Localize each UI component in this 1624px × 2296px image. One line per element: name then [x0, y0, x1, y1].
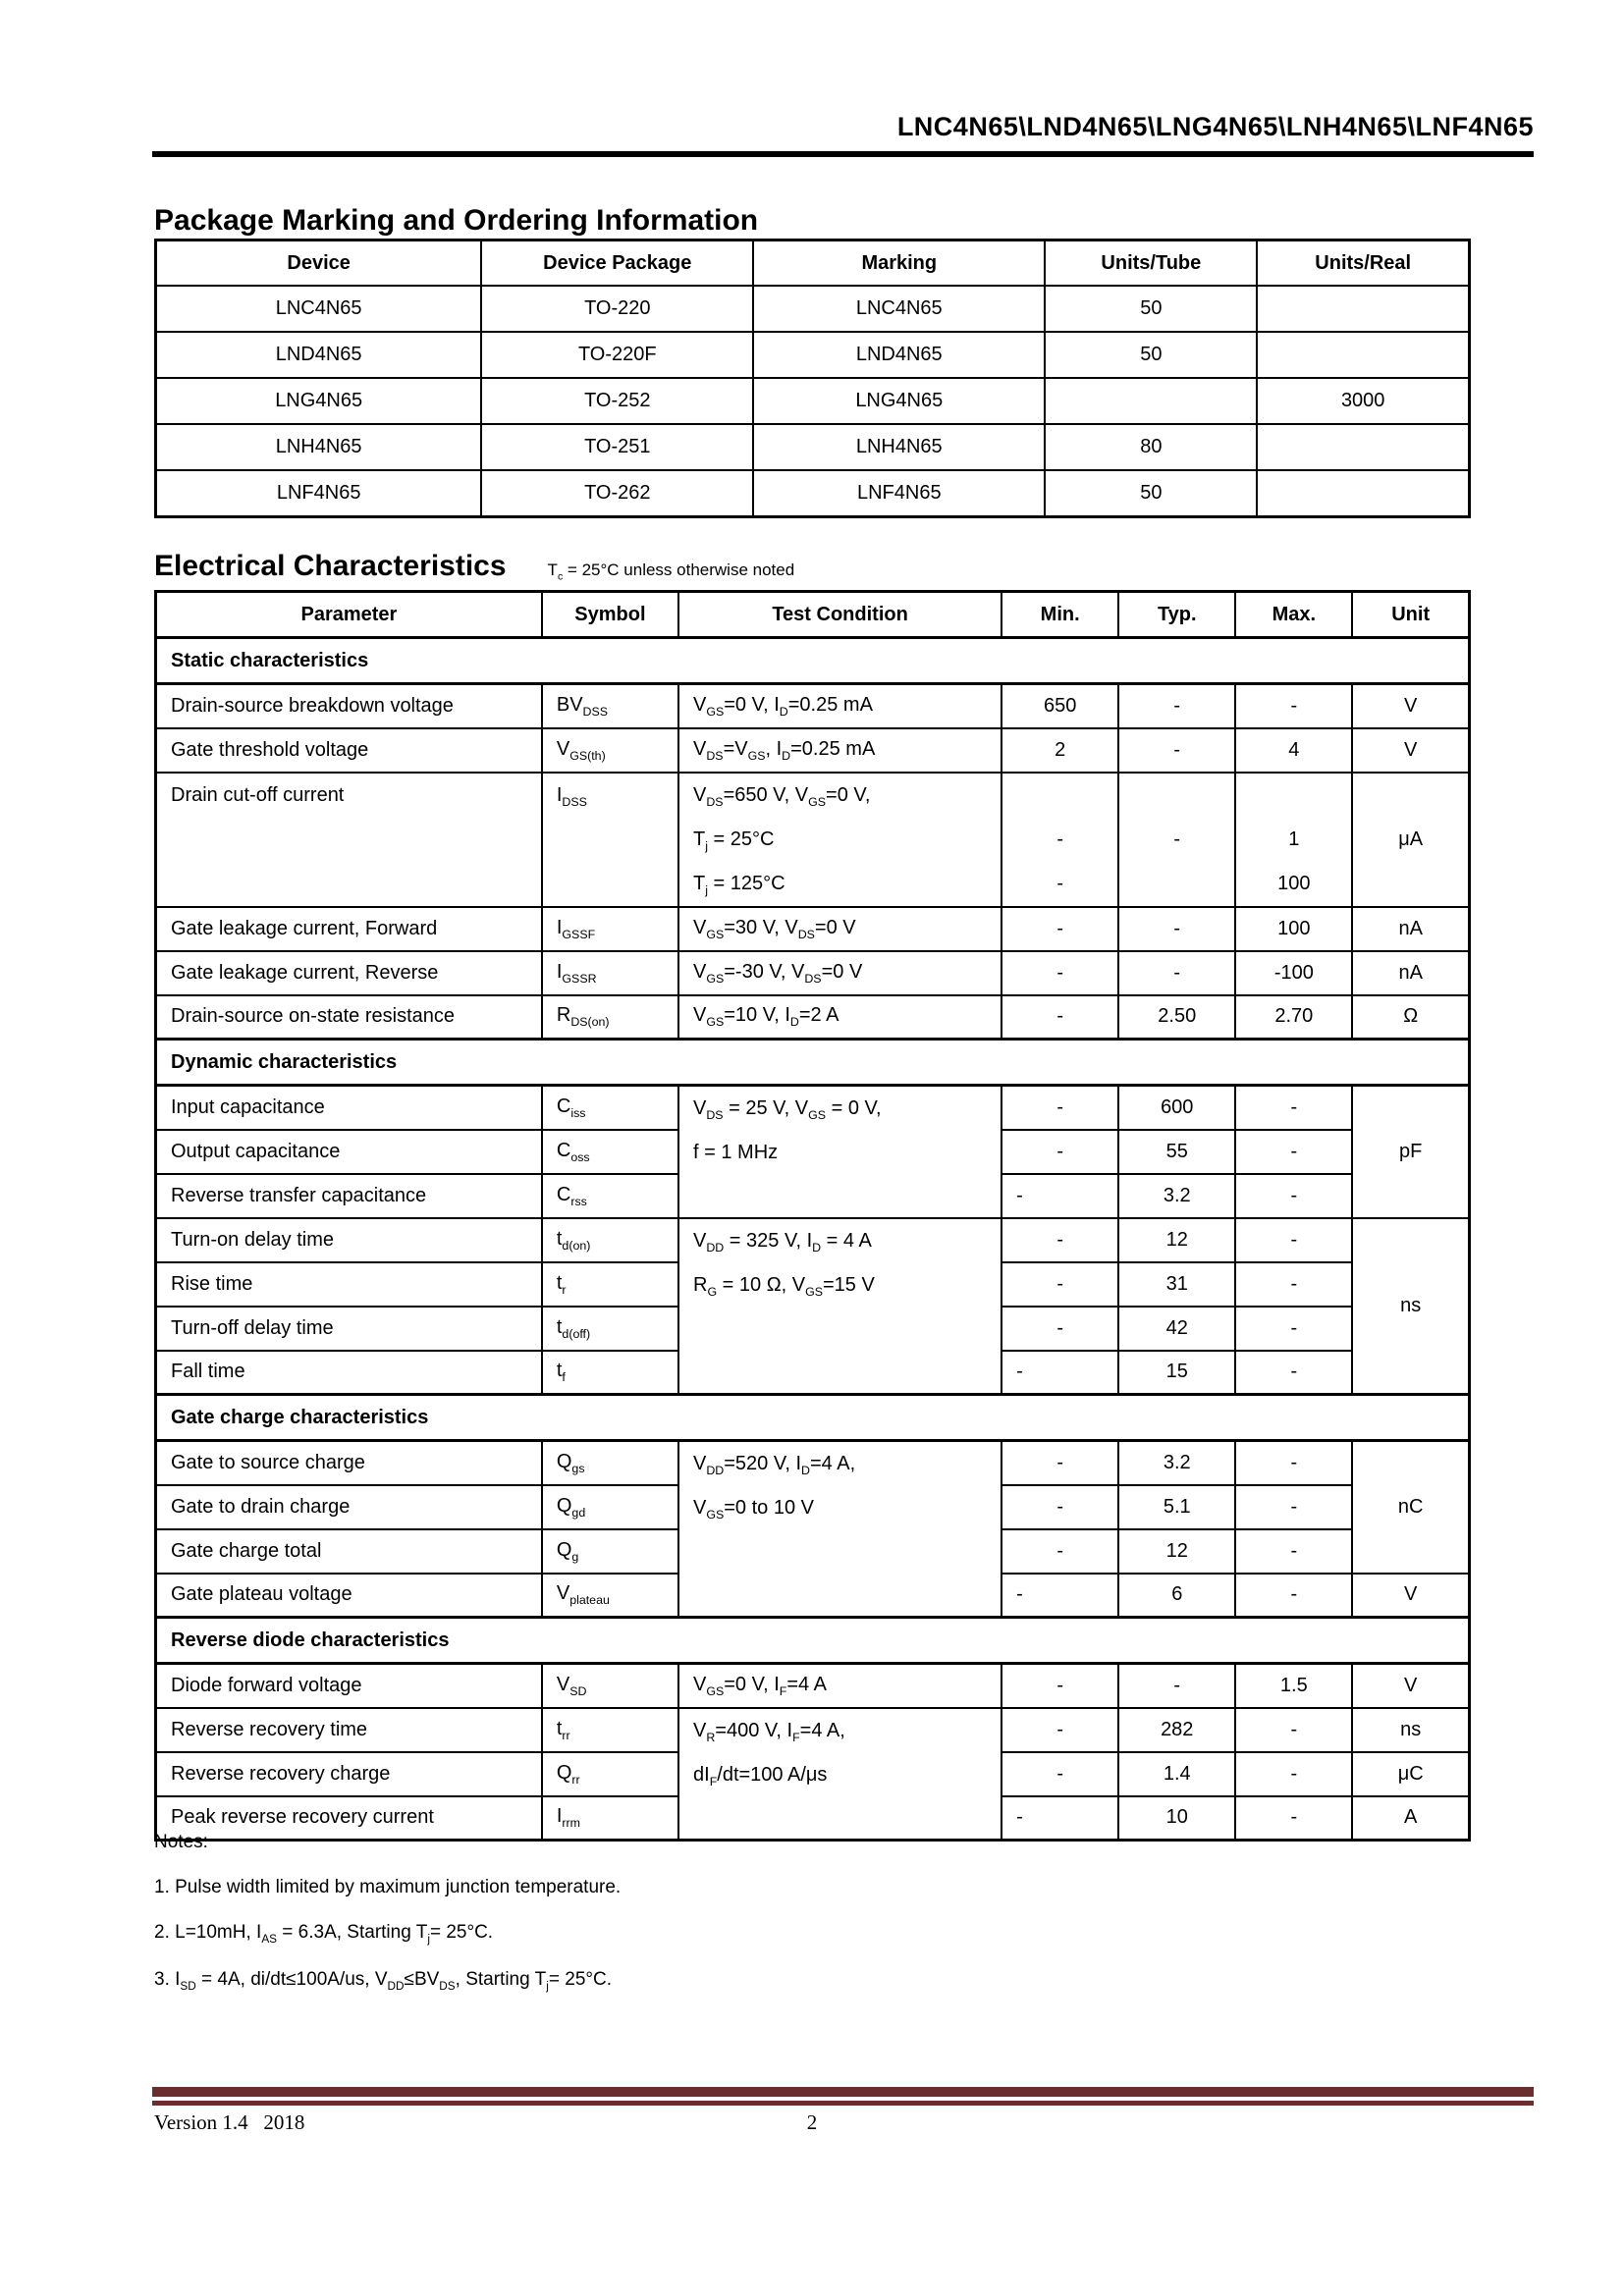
table-cell: nC	[1352, 1441, 1469, 1574]
section-header-row	[156, 638, 1470, 684]
table-row	[156, 995, 1470, 1040]
table-cell: -	[1235, 1529, 1352, 1574]
note-item-3: 3. $I_{SD} = 4A$, di/dt≤100A/us, $V_{DD}\le BV_{DS}$, Starting $T_j= 25^\circ C$.	[154, 1968, 612, 1993]
table-cell: Drain cut-off current	[156, 773, 542, 907]
table-row	[156, 773, 1470, 907]
table-cell: Gate to source charge	[156, 1441, 542, 1485]
header-rule	[152, 151, 1534, 157]
column-header: Marking	[753, 240, 1045, 287]
table-cell: 3.2	[1118, 1174, 1235, 1218]
table-cell: -100	[1235, 951, 1352, 995]
table-cell: $Q_{rr}$	[542, 1752, 678, 1796]
table-cell: Ω	[1352, 995, 1469, 1040]
table-cell	[1045, 378, 1257, 424]
table-cell: -	[1118, 951, 1235, 995]
table-cell: -	[1001, 1708, 1118, 1752]
section-header-row	[156, 1395, 1470, 1441]
table-cell: 1.4	[1118, 1752, 1235, 1796]
table-cell: $I_{DSS}$	[542, 773, 678, 907]
table-cell: 31	[1118, 1262, 1235, 1307]
table-cell: Reverse recovery charge	[156, 1752, 542, 1796]
table-cell: Output capacitance	[156, 1130, 542, 1174]
table-cell: ns	[1352, 1218, 1469, 1395]
table-cell: Gate charge total	[156, 1529, 542, 1574]
table-cell: TO-251	[481, 424, 753, 470]
column-header: Typ.	[1118, 592, 1235, 638]
table-cell: $I_{GSSR}$	[542, 951, 678, 995]
table-cell: pF	[1352, 1086, 1469, 1218]
table-cell: 1 100	[1235, 773, 1352, 907]
table-cell: $t_{d(off)}$	[542, 1307, 678, 1351]
table-cell: -	[1235, 1086, 1352, 1130]
table-cell: -	[1001, 1664, 1118, 1708]
table-cell: A	[1352, 1796, 1469, 1841]
table-cell: Drain-source on-state resistance	[156, 995, 542, 1040]
table-cell	[1257, 470, 1469, 517]
footer-rule-bottom	[152, 2101, 1534, 2106]
table-cell: LNC4N65	[156, 286, 482, 332]
table-cell: Gate to drain charge	[156, 1485, 542, 1529]
table-row	[156, 951, 1470, 995]
table-cell: LNC4N65	[753, 286, 1045, 332]
column-header: Unit	[1352, 592, 1469, 638]
table-cell: -	[1235, 1218, 1352, 1262]
table-cell: 2	[1001, 728, 1118, 773]
note-item-2: 2. L=10mH, $I_{AS} = 6.3A$, Starting $T_j= 25^\circ C$.	[154, 1922, 494, 1946]
table-cell: LNF4N65	[156, 470, 482, 517]
electrical-table-body	[156, 592, 1470, 1841]
table-cell: LNH4N65	[156, 424, 482, 470]
table-cell: 2.70	[1235, 995, 1352, 1040]
package-table-body	[156, 240, 1470, 517]
table-cell: Diode forward voltage	[156, 1664, 542, 1708]
table-cell: 50	[1045, 470, 1257, 517]
table-cell: TO-262	[481, 470, 753, 517]
table-cell: Gate leakage current, Reverse	[156, 951, 542, 995]
table-cell: nA	[1352, 951, 1469, 995]
table-cell: $V_{DS} = 25$ V, $V_{GS} = 0$ V, f = 1 MHz	[678, 1086, 1001, 1218]
table-cell: 15	[1118, 1351, 1235, 1395]
table-cell: TO-220F	[481, 332, 753, 378]
table-cell: 6	[1118, 1574, 1235, 1618]
table-cell: LNG4N65	[753, 378, 1045, 424]
table-cell: Drain-source breakdown voltage	[156, 684, 542, 728]
section-header-row	[156, 1618, 1470, 1664]
table-row	[156, 332, 1470, 378]
table-row	[156, 728, 1470, 773]
table-cell: Gate plateau voltage	[156, 1574, 542, 1618]
table-row	[156, 1664, 1470, 1708]
table-cell: -	[1235, 1130, 1352, 1174]
table-cell: $V_{SD}$	[542, 1664, 678, 1708]
table-row	[156, 286, 1470, 332]
table-cell: -	[1001, 1752, 1118, 1796]
column-header: Device	[156, 240, 482, 287]
table-row	[156, 1708, 1470, 1752]
table-cell: 4	[1235, 728, 1352, 773]
table-cell: 1.5	[1235, 1664, 1352, 1708]
column-header: Max.	[1235, 592, 1352, 638]
table-cell: LND4N65	[156, 332, 482, 378]
table-cell: -	[1001, 1441, 1118, 1485]
table-cell: $t_r$	[542, 1262, 678, 1307]
table-cell: 282	[1118, 1708, 1235, 1752]
table-cell: $C_{iss}$	[542, 1086, 678, 1130]
column-header: Device Package	[481, 240, 753, 287]
table-cell: -	[1235, 684, 1352, 728]
table-cell: -	[1001, 1574, 1118, 1618]
table-cell	[1257, 424, 1469, 470]
table-cell: -	[1001, 995, 1118, 1040]
column-header: Parameter	[156, 592, 542, 638]
table-cell: Reverse recovery time	[156, 1708, 542, 1752]
table-cell: $Q_g$	[542, 1529, 678, 1574]
table-cell: $I_{GSSF}$	[542, 907, 678, 951]
table-cell: -	[1001, 1086, 1118, 1130]
section-header-row	[156, 1040, 1470, 1086]
table-cell: -	[1235, 1574, 1352, 1618]
table-cell	[1257, 286, 1469, 332]
table-cell: -	[1001, 1351, 1118, 1395]
table-cell: Gate leakage current, Forward	[156, 907, 542, 951]
table-cell: -	[1001, 1307, 1118, 1351]
column-header: Min.	[1001, 592, 1118, 638]
table-cell: -	[1001, 1130, 1118, 1174]
table-cell: Fall time	[156, 1351, 542, 1395]
table-cell: -	[1235, 1485, 1352, 1529]
table-cell: Turn-on delay time	[156, 1218, 542, 1262]
table-cell: -	[1001, 907, 1118, 951]
table-cell: $V_{GS}=30$ V, $V_{DS}=0$ V	[678, 907, 1001, 951]
table-cell: Turn-off delay time	[156, 1307, 542, 1351]
table-cell: 55	[1118, 1130, 1235, 1174]
table-cell: 600	[1118, 1086, 1235, 1130]
section-header-cell: Static characteristics	[156, 638, 1470, 684]
table-row	[156, 1218, 1470, 1262]
table-cell: $V_{GS}=-30$ V, $V_{DS}=0$ V	[678, 951, 1001, 995]
table-cell	[1257, 332, 1469, 378]
section-header-cell: Gate charge characteristics	[156, 1395, 1470, 1441]
electrical-section-subtitle: $T_c = 25^\circ C$ unless otherwise noted	[547, 561, 795, 583]
table-cell: $V_{DD}=520$ V, $I_D=4$ A, $V_{GS}=0$ to 10 V	[678, 1441, 1001, 1618]
electrical-section-heading	[154, 550, 794, 583]
electrical-section-title: Electrical Characteristics	[154, 550, 507, 582]
table-cell: -	[1001, 1796, 1118, 1841]
table-cell: ns	[1352, 1708, 1469, 1752]
column-header: Units/Tube	[1045, 240, 1257, 287]
table-cell: $V_{DS}=V_{GS}$, $I_D=0.25$ mA	[678, 728, 1001, 773]
table-cell: $R_{DS(on)}$	[542, 995, 678, 1040]
table-cell: -	[1235, 1441, 1352, 1485]
table-cell: 50	[1045, 332, 1257, 378]
table-row	[156, 1441, 1470, 1485]
table-cell: $t_{rr}$	[542, 1708, 678, 1752]
notes-section	[154, 1832, 621, 2016]
table-cell: V	[1352, 1574, 1469, 1618]
table-row	[156, 907, 1470, 951]
table-cell: -	[1118, 684, 1235, 728]
table-cell: $V_{GS}=10$ V, $I_D=2$ A	[678, 995, 1001, 1040]
table-cell: $V_{DS}=650$ V, $V_{GS}=0$ V, $T_j = 25^\circ C$ $T_j = 125^\circ C$	[678, 773, 1001, 907]
table-cell: -	[1001, 1218, 1118, 1262]
table-cell: $V_{plateau}$	[542, 1574, 678, 1618]
table-cell: LNF4N65	[753, 470, 1045, 517]
table-cell: -	[1235, 1752, 1352, 1796]
table-cell: μA	[1352, 773, 1469, 907]
table-cell: $t_{d(on)}$	[542, 1218, 678, 1262]
table-cell: $C_{rss}$	[542, 1174, 678, 1218]
section-header-cell: Reverse diode characteristics	[156, 1618, 1470, 1664]
table-cell: Peak reverse recovery current	[156, 1796, 542, 1841]
table-cell: $t_f$	[542, 1351, 678, 1395]
table-cell: $C_{oss}$	[542, 1130, 678, 1174]
table-cell: $Q_{gs}$	[542, 1441, 678, 1485]
table-cell: -	[1235, 1307, 1352, 1351]
table-cell: 5.1	[1118, 1485, 1235, 1529]
package-section-title: Package Marking and Ordering Information	[154, 204, 759, 237]
table-row	[156, 1086, 1470, 1130]
table-cell: 12	[1118, 1218, 1235, 1262]
table-cell: V	[1352, 1664, 1469, 1708]
footer-page-number: 2	[806, 2110, 818, 2134]
table-cell: TO-252	[481, 378, 753, 424]
table-cell: $Q_{gd}$	[542, 1485, 678, 1529]
table-cell: -	[1001, 1485, 1118, 1529]
table-header-row	[156, 592, 1470, 638]
footer-version: Version 1.4 2018	[154, 2110, 305, 2134]
table-cell: -	[1118, 728, 1235, 773]
page-header-title: LNC4N65\LND4N65\LNG4N65\LNH4N65\LNF4N65	[896, 112, 1534, 141]
table-cell: $V_{GS}=0$ V, $I_D=0.25$ mA	[678, 684, 1001, 728]
table-cell: 3.2	[1118, 1441, 1235, 1485]
electrical-table	[154, 590, 1471, 1842]
table-cell: -	[1001, 1262, 1118, 1307]
table-cell: LNH4N65	[753, 424, 1045, 470]
table-cell: -	[1235, 1351, 1352, 1395]
table-cell: $V_{GS}=0$ V, $I_F=4$ A	[678, 1664, 1001, 1708]
table-cell: -	[1235, 1174, 1352, 1218]
table-cell: 10	[1118, 1796, 1235, 1841]
table-cell: $V_R=400$ V, $I_F=4$ A, $dI_F/dt=100$ A/μs	[678, 1708, 1001, 1841]
table-cell: Input capacitance	[156, 1086, 542, 1130]
table-cell: -	[1118, 1664, 1235, 1708]
column-header: Units/Real	[1257, 240, 1469, 287]
table-cell: 650	[1001, 684, 1118, 728]
table-cell: Reverse transfer capacitance	[156, 1174, 542, 1218]
table-cell: -	[1001, 951, 1118, 995]
table-cell: 42	[1118, 1307, 1235, 1351]
table-cell: LNG4N65	[156, 378, 482, 424]
table-cell: $V_{DD} = 325$ V, $I_D = 4$ A $R_G = 10$ Ω, $V_{GS}=15$ V	[678, 1218, 1001, 1395]
table-cell: -	[1001, 1174, 1118, 1218]
column-header: Test Condition	[678, 592, 1001, 638]
table-cell: -	[1118, 773, 1235, 907]
column-header: Symbol	[542, 592, 678, 638]
table-cell: 50	[1045, 286, 1257, 332]
footer-rule-top	[152, 2087, 1534, 2097]
table-cell: TO-220	[481, 286, 753, 332]
note-item-1: 1. Pulse width limited by maximum junction temperature.	[154, 1877, 622, 1897]
table-cell: -	[1118, 907, 1235, 951]
table-cell: 80	[1045, 424, 1257, 470]
table-cell: μC	[1352, 1752, 1469, 1796]
table-row	[156, 684, 1470, 728]
table-cell: 3000	[1257, 378, 1469, 424]
table-cell: nA	[1352, 907, 1469, 951]
table-cell: -	[1235, 1708, 1352, 1752]
table-cell: -	[1235, 1796, 1352, 1841]
table-row	[156, 470, 1470, 517]
table-cell: 12	[1118, 1529, 1235, 1574]
table-cell: - -	[1001, 773, 1118, 907]
section-header-cell: Dynamic characteristics	[156, 1040, 1470, 1086]
table-header-row	[156, 240, 1470, 287]
table-cell: LND4N65	[753, 332, 1045, 378]
table-cell: V	[1352, 684, 1469, 728]
table-row	[156, 378, 1470, 424]
table-cell: $I_{rrm}$	[542, 1796, 678, 1841]
table-cell: -	[1001, 1529, 1118, 1574]
table-cell: 100	[1235, 907, 1352, 951]
table-cell: Rise time	[156, 1262, 542, 1307]
table-cell: $BV_{DSS}$	[542, 684, 678, 728]
table-cell: $V_{GS(th)}$	[542, 728, 678, 773]
table-cell: 2.50	[1118, 995, 1235, 1040]
table-cell: V	[1352, 728, 1469, 773]
table-cell: Gate threshold voltage	[156, 728, 542, 773]
table-cell: -	[1235, 1262, 1352, 1307]
table-row	[156, 424, 1470, 470]
package-table	[154, 239, 1471, 518]
notes-title: Notes:	[154, 1832, 208, 1852]
